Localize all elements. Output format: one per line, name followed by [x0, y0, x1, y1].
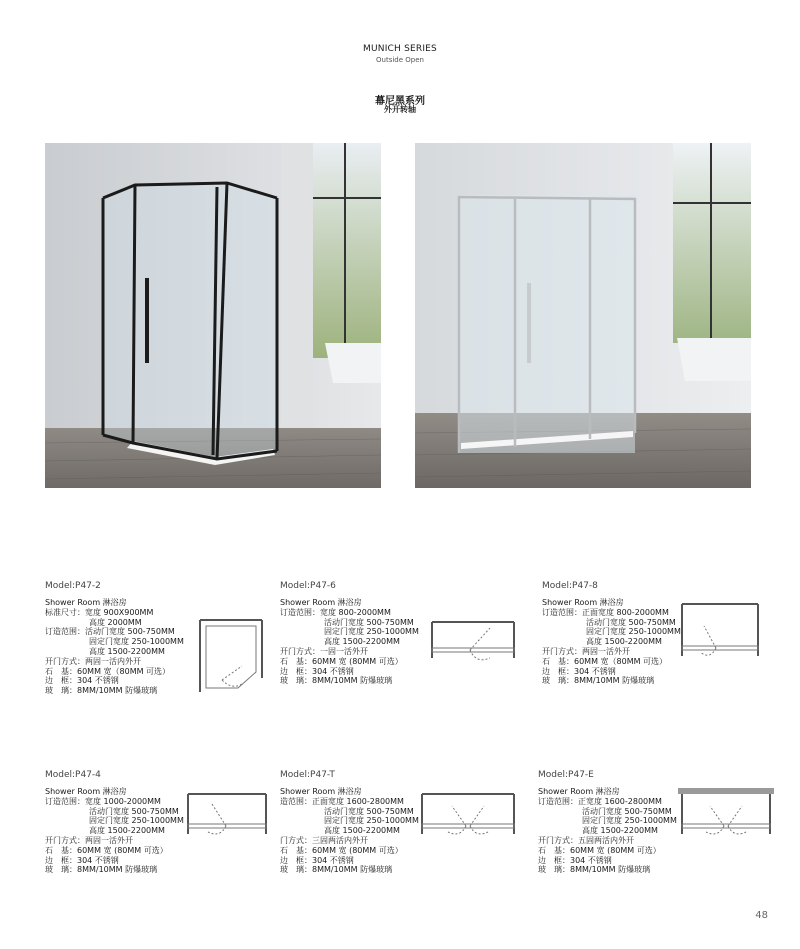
- spec-line: 固定门宽度 250-1000MM: [89, 637, 184, 647]
- spec-line: Shower Room 淋浴房: [538, 787, 620, 796]
- spec-line: 活动门宽度 500-750MM: [324, 806, 414, 816]
- spec-line: 石 基：60MM 宽（80MM 可选）: [542, 656, 668, 666]
- spec-line: 玻 璃：8MM/10MM 防爆玻璃: [538, 865, 651, 875]
- spec-line: 石 基：60MM 宽 (80MM 可选）: [538, 845, 661, 855]
- spec-block: [538, 787, 677, 875]
- spec-line: 高度 1500-2200MM: [582, 826, 658, 836]
- spec-line: 高度 2000MM: [89, 617, 142, 627]
- product-photo-diamond: [45, 143, 381, 488]
- plan-diagram-p47-t: [420, 790, 516, 850]
- plan-diagram-p47-8: [680, 600, 760, 670]
- series-subtitle: Outside Open: [376, 56, 424, 64]
- spec-line: Shower Room 淋浴房: [45, 598, 127, 607]
- plan-diagram-p47-2: [196, 618, 266, 698]
- spec-line: 订造范围：宽度 1000-2000MM: [45, 796, 161, 806]
- spec-line: Shower Room 淋浴房: [280, 598, 362, 607]
- spec-line: 订造范围：宽度 800-2000MM: [280, 607, 391, 617]
- model-label: Model:P47-6: [280, 581, 336, 591]
- product-photo-inline: [415, 143, 751, 488]
- spec-line: 固定门宽度 250-1000MM: [586, 627, 681, 637]
- spec-line: 订造范围：活动门宽度 500-750MM: [45, 627, 175, 637]
- spec-block: [542, 598, 681, 686]
- spec-line: 固定门宽度 250-1000MM: [324, 816, 419, 826]
- spec-line: 边 框：304 不锈钢: [280, 855, 354, 865]
- spec-line: 玻 璃：8MM/10MM 防爆玻璃: [45, 865, 158, 875]
- spec-line: 开门方式：五固两活内外开: [538, 835, 634, 845]
- spec-line: 边 框：304 不锈钢: [45, 855, 119, 865]
- chinese-subtitle: 外开转轴: [384, 105, 416, 114]
- spec-block: [280, 598, 419, 686]
- chinese-title: 幕尼黑系列: [375, 96, 425, 107]
- spec-line: 门方式：三固两活内外开: [280, 835, 368, 845]
- model-label: Model:P47-2: [45, 581, 101, 591]
- spec-line: 高度 1500-2200MM: [586, 637, 662, 647]
- spec-line: 固定门宽度 250-1000MM: [324, 627, 419, 637]
- spec-block: [45, 598, 184, 696]
- spec-line: 标准尺寸：宽度 900X900MM: [45, 607, 154, 617]
- spec-line: 玻 璃：8MM/10MM 防爆玻璃: [45, 686, 158, 696]
- spec-line: 高度 1500-2200MM: [324, 637, 400, 647]
- spec-line: 边 框：304 不锈钢: [280, 666, 354, 676]
- spec-line: 活动门宽度 500-750MM: [582, 806, 672, 816]
- spec-line: 开门方式：一固一活外开: [280, 646, 368, 656]
- spec-line: 开门方式：两固一活内外开: [45, 656, 141, 666]
- spec-line: 石 基：60MM 宽 (80MM 可选）: [45, 845, 168, 855]
- spec-line: 活动门宽度 500-750MM: [89, 806, 179, 816]
- spec-line: Shower Room 淋浴房: [280, 787, 362, 796]
- spec-line: 订造范围：正宽度 1600-2800MM: [538, 796, 662, 806]
- spec-line: 玻 璃：8MM/10MM 防爆玻璃: [280, 865, 393, 875]
- spec-line: 边 框：304 不锈钢: [542, 666, 616, 676]
- model-label: Model:P47-E: [538, 770, 594, 780]
- plan-diagram-p47-4: [186, 790, 268, 850]
- model-label: Model:P47-8: [542, 581, 598, 591]
- spec-block: [280, 787, 419, 875]
- spec-block: [45, 787, 184, 875]
- spec-line: 边 框：304 不锈钢: [45, 676, 119, 686]
- model-label: Model:P47-T: [280, 770, 335, 780]
- spec-line: 石 基：60MM 宽 (80MM 可选）: [280, 845, 403, 855]
- spec-line: 固定门宽度 250-1000MM: [89, 816, 184, 826]
- spec-line: 活动门宽度 500-750MM: [586, 617, 676, 627]
- plan-diagram-p47-6: [428, 618, 518, 678]
- page-number: 48: [755, 910, 768, 921]
- spec-line: 高度 1500-2200MM: [324, 826, 400, 836]
- spec-line: 开门方式：两固一活外开: [542, 646, 630, 656]
- series-title: MUNICH SERIES: [363, 44, 437, 54]
- spec-line: 开门方式：两固一活外开: [45, 835, 133, 845]
- spec-line: 活动门宽度 500-750MM: [324, 617, 414, 627]
- spec-line: 造范围：正面宽度 1600-2800MM: [280, 796, 404, 806]
- spec-line: 边 框：304 不锈钢: [538, 855, 612, 865]
- spec-line: 玻 璃：8MM/10MM 防爆玻璃: [542, 676, 655, 686]
- model-label: Model:P47-4: [45, 770, 101, 780]
- spec-line: 石 基：60MM 宽（80MM 可选）: [45, 666, 171, 676]
- plan-diagram-p47-e: [676, 786, 776, 850]
- spec-line: Shower Room 淋浴房: [45, 787, 127, 796]
- spec-line: 玻 璃：8MM/10MM 防爆玻璃: [280, 676, 393, 686]
- spec-line: 石 基：60MM 宽 (80MM 可选）: [280, 656, 403, 666]
- spec-line: 订造范围：正面宽度 800-2000MM: [542, 607, 669, 617]
- spec-line: Shower Room 淋浴房: [542, 598, 624, 607]
- spec-line: 高度 1500-2200MM: [89, 826, 165, 836]
- spec-line: 固定门宽度 250-1000MM: [582, 816, 677, 826]
- spec-line: 高度 1500-2200MM: [89, 646, 165, 656]
